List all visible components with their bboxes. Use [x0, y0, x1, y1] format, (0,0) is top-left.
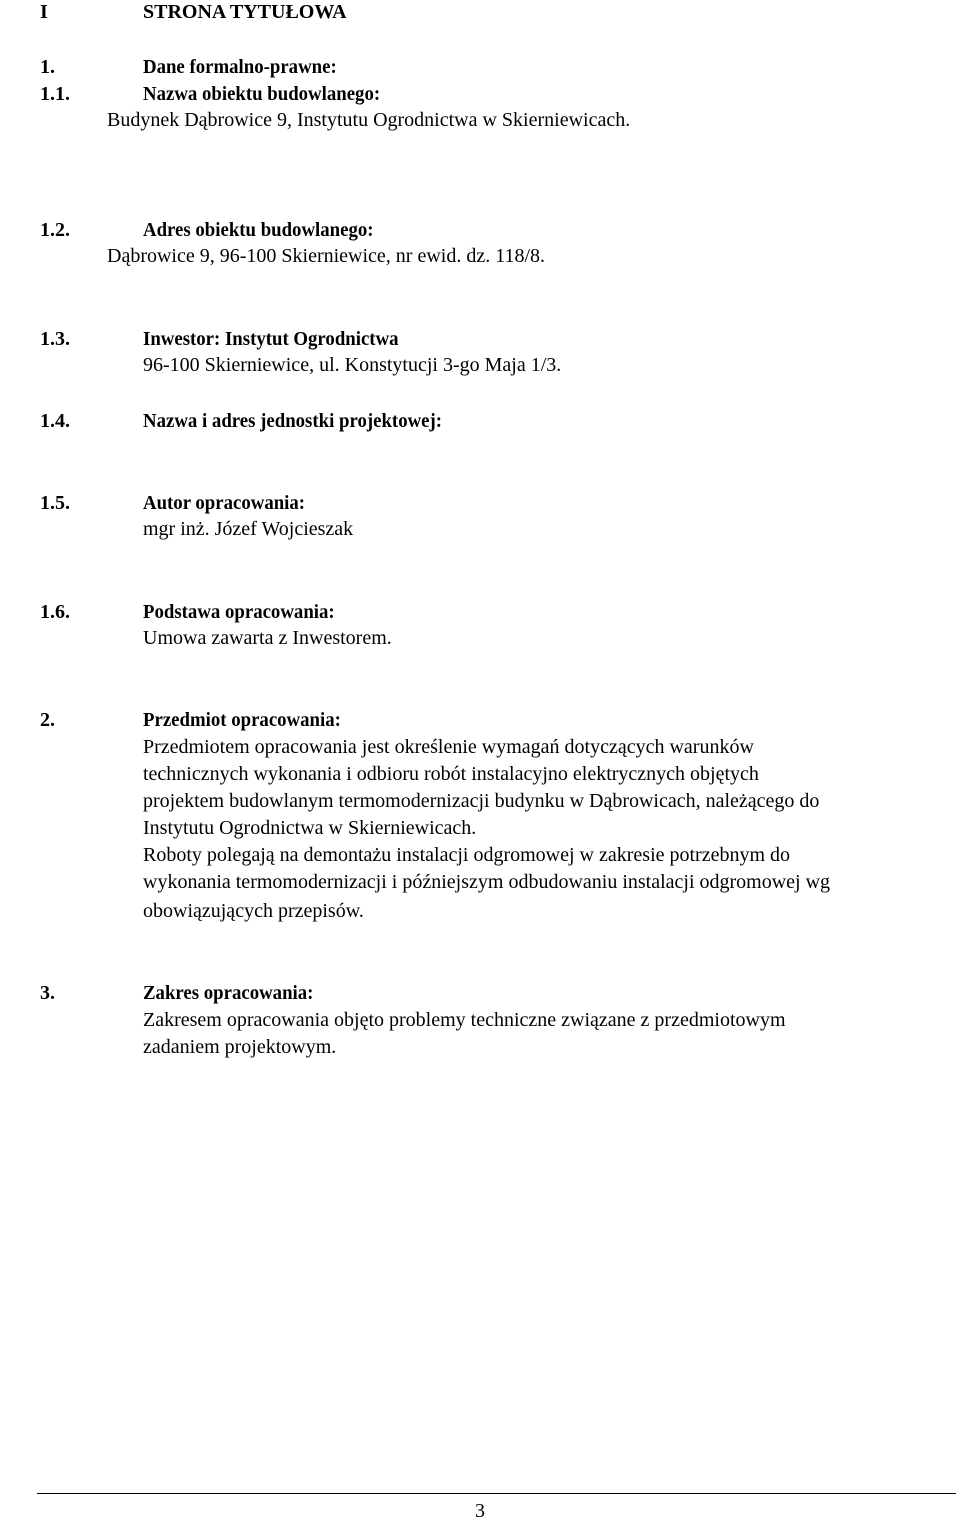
page-number: 3 [475, 1500, 485, 1522]
section-1-1-heading: Nazwa obiektu budowlanego: [143, 83, 381, 105]
section-2-text-line: Przedmiotem opracowania jest określenie wymagań dotyczących warunków [143, 736, 754, 758]
section-1-2-heading: Adres obiektu budowlanego: [143, 219, 374, 241]
section-1-heading: Dane formalno-prawne: [143, 56, 337, 78]
section-2-text-line: wykonania termomodernizacji i późniejszym odbudowaniu instalacji odgromowej wg [143, 871, 831, 893]
section-3-text-line: Zakresem opracowania objęto problemy techniczne związane z przedmiotowym [143, 1009, 786, 1031]
section-1-1-value: Budynek Dąbrowice 9, Instytutu Ogrodnictwa w Skierniewicach. [107, 109, 631, 131]
section-1-4-number: 1.4. [40, 410, 70, 432]
page-title: STRONA TYTUŁOWA [143, 1, 347, 23]
section-2-text-line: Roboty polegają na demontażu instalacji odgromowej w zakresie potrzebnym do [143, 844, 791, 866]
section-1-6-value: Umowa zawarta z Inwestorem. [143, 627, 392, 649]
section-1-5-number: 1.5. [40, 492, 70, 514]
section-1-2-value: Dąbrowice 9, 96-100 Skierniewice, nr ewid. dz. 118/8. [107, 245, 546, 267]
section-1-5-value: mgr inż. Józef Wojcieszak [143, 518, 354, 540]
section-1-2-number: 1.2. [40, 219, 70, 241]
section-1-3-heading: Inwestor: Instytut Ogrodnictwa [143, 328, 399, 350]
section-2-heading: Przedmiot opracowania: [143, 709, 341, 731]
section-2-text-line: obowiązujących przepisów. [143, 900, 364, 922]
section-1-5-heading: Autor opracowania: [143, 492, 306, 514]
section-1-4-heading: Nazwa i adres jednostki projektowej: [143, 410, 443, 432]
section-2-text-line: projektem budowlanym termomodernizacji budynku w Dąbrowicach, należącego do [143, 790, 820, 812]
section-1-1-number: 1.1. [40, 83, 70, 105]
section-1-3-number: 1.3. [40, 328, 70, 350]
section-2-text-line: Instytutu Ogrodnictwa w Skierniewicach. [143, 817, 477, 839]
section-1-6-number: 1.6. [40, 601, 70, 623]
section-3-heading: Zakres opracowania: [143, 982, 314, 1004]
section-3-number: 3. [40, 982, 55, 1004]
section-1-3-value: 96-100 Skierniewice, ul. Konstytucji 3-go Maja 1/3. [143, 354, 562, 376]
footer-divider [37, 1493, 956, 1494]
section-1-6-heading: Podstawa opracowania: [143, 601, 335, 623]
title-numeral: I [40, 1, 48, 23]
section-2-number: 2. [40, 709, 55, 731]
section-1-number: 1. [40, 56, 55, 78]
section-2-text-line: technicznych wykonania i odbioru robót instalacyjno elektrycznych objętych [143, 763, 759, 785]
section-3-text-line: zadaniem projektowym. [143, 1036, 337, 1058]
